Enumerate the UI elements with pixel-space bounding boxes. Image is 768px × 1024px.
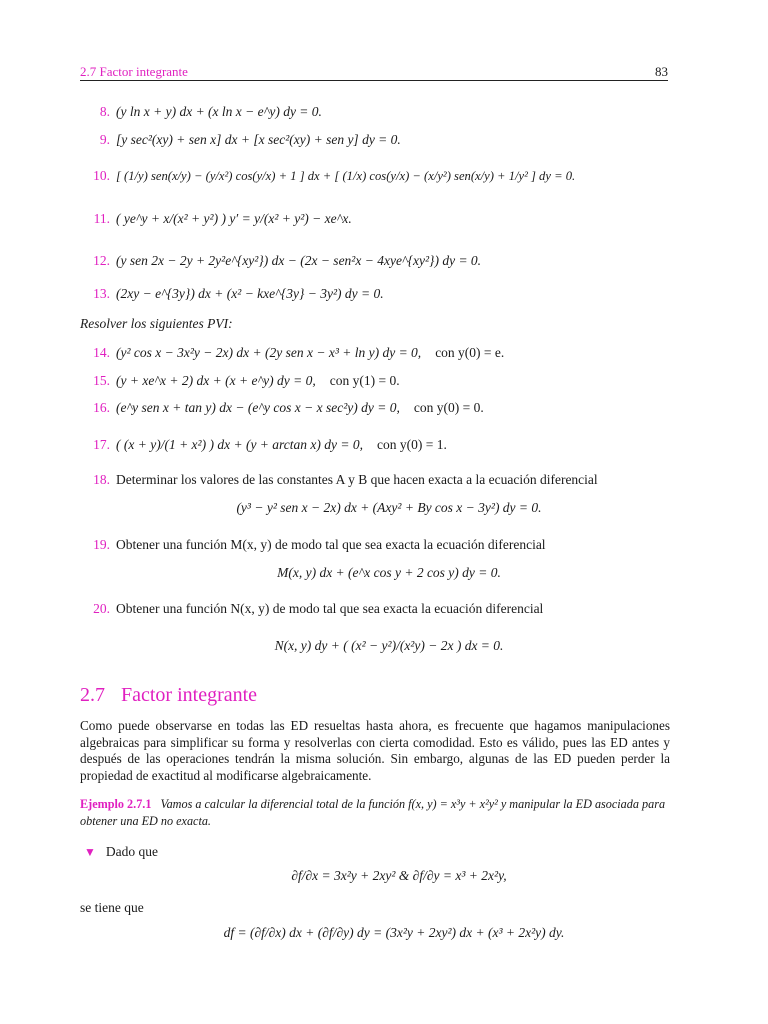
example-start [84,843,158,861]
df-equation [0,925,768,941]
exercise-number: 8. [99,104,110,119]
display-equation: N(x, y) dy + ( (x² − y²)/(x²y) − 2x ) dx = 0. [274,638,504,653]
exercise-16 [88,399,484,417]
exercise-19-equation [0,565,768,581]
exercise-19 [88,536,546,554]
exercise-number: 18. [93,472,110,487]
display-equation: ∂f/∂x = 3x²y + 2xy² & ∂f/∂y = x³ + 2x²y, [291,868,507,883]
initial-condition: con y(0) = 0. [413,400,484,415]
section-heading [80,684,257,707]
exercise-expression: [ (1/y) sen(x/y) − (y/x²) cos(y/x) + 1 ] dx + [ (1/x) cos(y/x) − (x/y²) sen(x/y) + 1/y² ] dy = 0. [116,169,576,183]
triangle-marker-icon: ▼ [84,845,96,859]
exercise-expression: (y + xe^x + 2) dx + (x + e^y) dy = 0, [116,373,316,388]
exercise-10 [88,167,575,185]
exercise-14 [88,344,504,362]
exercise-expression: ( (x + y)/(1 + x²) ) dx + (y + arctan x) dy = 0, [116,437,364,452]
exercise-17 [88,436,447,454]
exercise-expression: [y sec²(xy) + sen x] dx + [x sec²(xy) + sen y] dy = 0. [116,132,401,147]
header-section: 2.7 Factor integrante [80,64,188,79]
exercise-number: 11. [93,211,110,226]
exercise-12 [88,252,481,270]
running-header [80,64,668,81]
exercise-expression: (2xy − e^{3y}) dx + (x² − kxe^{3y} − 3y²) dy = 0. [116,286,384,301]
exercise-13 [88,285,384,303]
exercise-number: 17. [93,437,110,452]
exercise-18 [88,471,598,489]
exercise-number: 9. [99,132,110,147]
exercise-18-equation [0,500,768,516]
exercise-expression: ( ye^y + x/(x² + y²) ) y′ = y/(x² + y²) − xe^x. [116,211,352,226]
initial-condition: con y(0) = e. [435,345,505,360]
section-title: Factor integrante [121,684,258,706]
exercise-expression: (e^y sen x + tan y) dx − (e^y cos x − x sec²y) dy = 0, [116,400,400,415]
exercise-number: 13. [93,286,110,301]
exercise-text: Obtener una función N(x, y) de modo tal que sea exacta la ecuación diferencial [116,601,544,616]
display-equation: (y³ − y² sen x − 2x) dx + (Axy² + By cos x − 3y²) dy = 0. [236,500,542,515]
exercise-15 [88,372,400,390]
exercise-number: 14. [93,345,110,360]
example-block [80,796,670,830]
initial-condition: con y(0) = 1. [377,437,447,452]
exercise-11 [88,210,352,228]
exercise-20-equation [0,638,768,654]
section-number: 2.7 [80,684,105,706]
exercise-expression: (y ln x + y) dx + (x ln x − e^y) dy = 0. [116,104,322,119]
exercise-text: Obtener una función M(x, y) de modo tal que sea exacta la ecuación diferencial [116,537,546,552]
exercise-number: 12. [93,253,110,268]
exercise-number: 10. [93,168,110,183]
dado-que: Dado que [105,844,158,859]
exercise-expression: (y² cos x − 3x²y − 2x) dx + (2y sen x − x³ + ln y) dy = 0, [116,345,422,360]
exercise-9 [88,131,401,149]
exercise-20 [88,600,543,618]
pvi-intro: Resolver los siguientes PVI: [80,316,233,331]
exercise-number: 20. [93,601,110,616]
page-number: 83 [655,64,668,79]
example-label: Ejemplo 2.7.1 [80,797,152,811]
exercise-number: 19. [93,537,110,552]
example-text: Vamos a calcular la diferencial total de la función f(x, y) = x³y + x²y² y manipular la ED asociada para obtener una ED no exacta. [80,797,666,828]
initial-condition: con y(1) = 0. [329,373,400,388]
section-paragraph: Como puede observarse en todas las ED resueltas hasta ahora, es frecuente que hagamos manipulaciones algebraicas para simplificar su forma y resolverlas con cierta comodidad. Esto es válido, pues las ED antes y después de las operaciones tendrán la misma solución. Sin embargo, algunas de las ED pueden perder la propiedad de exactitud al modificarse algebraicamente. [80,718,670,783]
exercise-number: 15. [93,373,110,388]
display-equation: df = (∂f/∂x) dx + (∂f/∂y) dy = (3x²y + 2xy²) dx + (x³ + 2x²y) dy. [223,925,565,940]
exercise-8 [88,103,322,121]
exercise-expression: (y sen 2x − 2y + 2y²e^{xy²}) dx − (2x − sen²x − 4xye^{xy²}) dy = 0. [116,253,482,268]
se-tiene-que: se tiene que [80,900,144,915]
exercise-number: 16. [93,400,110,415]
partials-equation [0,868,768,884]
exercise-text: Determinar los valores de las constantes A y B que hacen exacta a la ecuación diferencial [116,472,598,487]
display-equation: M(x, y) dx + (e^x cos y + 2 cos y) dy = 0. [277,565,501,580]
